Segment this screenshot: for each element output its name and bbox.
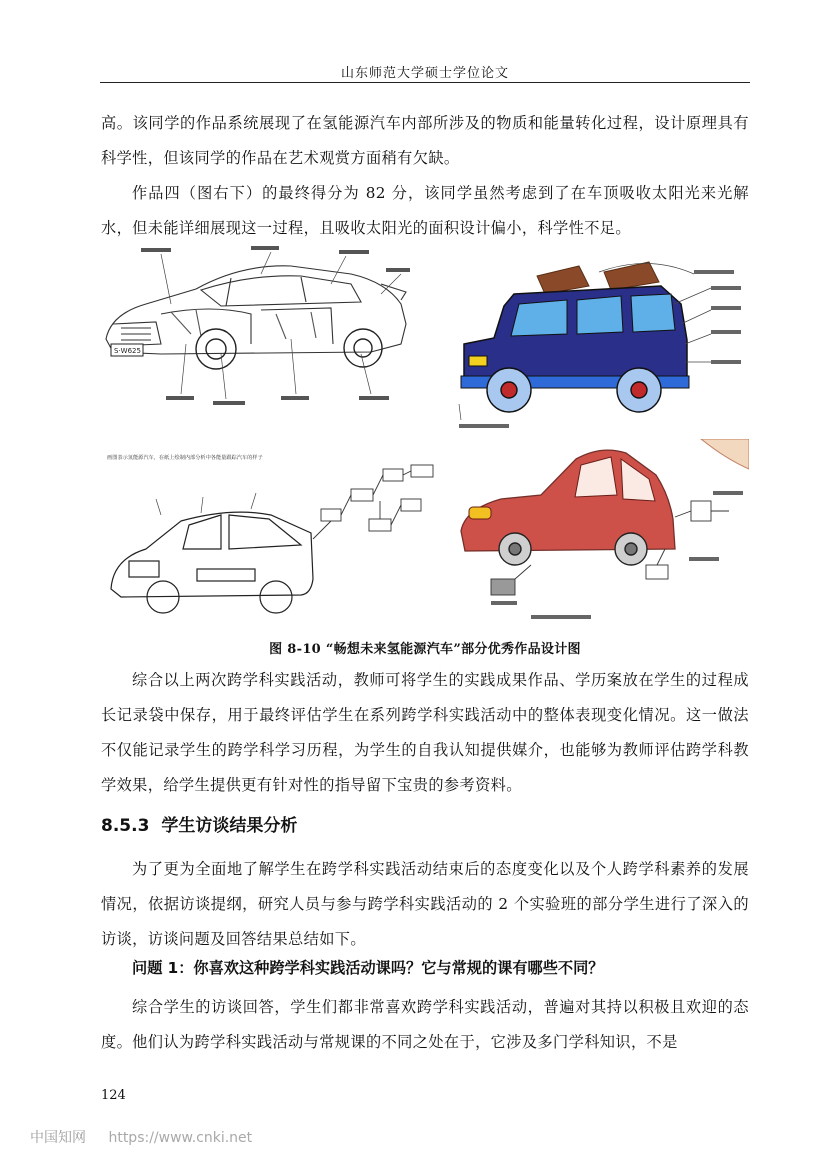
car-sketch-top-left <box>101 244 419 416</box>
paragraph-2: 作品四（图右下）的最终得分为 82 分，该同学虽然考虑到了在车顶吸收太阳光来光解水，但未能详细展现这一过程，且吸收太阳光的面积设计偏小，科学性不足。 <box>101 184 749 237</box>
paragraph-4: 为了更为全面地了解学生在跨学科实践活动结束后的态度变化以及个人跨学科素养的发展情况，依据访谈提纲，研究人员与参与跨学科实践活动的 2 个实验班的部分学生进行了深入的访谈，访谈问题及回答结果总结如下。 <box>101 860 749 948</box>
section-title: 学生访谈结果分析 <box>161 816 298 836</box>
car-drawing-top-right <box>449 244 749 434</box>
watermark-url: https://www.cnki.net <box>108 1130 253 1146</box>
car-diagram-bottom-left <box>101 449 441 627</box>
paragraph-1: 高。该同学的作品系统展现了在氢能源汽车内部所涉及的物质和能量转化过程，设计原理具有科学性，但该同学的作品在艺术观赏方面稍有欠缺。 <box>101 114 749 167</box>
car-drawing-bottom-right <box>451 439 749 627</box>
running-header: 山东师范大学硕士学位论文 <box>340 66 509 81</box>
section-number: 8.5.3 <box>101 816 150 836</box>
panel-heading-text: 画图表示氢能源汽车，在纸上绘制内部分析中各能量跟踪汽车的样子 <box>107 455 263 461</box>
paragraph-3: 综合以上两次跨学科实践活动，教师可将学生的实践成果作品、学历案放在学生的过程成长记录袋中保存，用于最终评估学生在系列跨学科实践活动中的整体表现变化情况。这一做法不仅能记录学生的跨学科学习历程，为学生的自我认知提供媒介，也能够为教师评估跨学科教学效果，给学生提供更有针对性的指导留下宝贵的参考资料。 <box>101 671 749 794</box>
pencil-sports-car-drawing <box>101 244 419 416</box>
red-car-drawing <box>451 439 749 627</box>
figure-8-10 <box>101 244 749 627</box>
watermark-brand: 中国知网 <box>30 1130 86 1146</box>
paragraph-5: 综合学生的访谈回答，学生们都非常喜欢跨学科实践活动，普遍对其持以积极且欢迎的态度。他们认为跨学科实践活动与常规课的不同之处在于，它涉及多门学科知识，不是 <box>101 998 749 1051</box>
section-heading <box>101 811 297 836</box>
interview-question-1: 问题 1：你喜欢这种跨学科实践活动课吗？它与常规的课有哪些不同？ <box>132 959 604 977</box>
cnki-watermark <box>30 1127 252 1147</box>
page-number: 124 <box>101 1088 126 1103</box>
outline-car-flow-drawing <box>101 449 441 627</box>
figure-caption: 图 8-10 “畅想未来氢能源汽车”部分优秀作品设计图 <box>269 642 581 657</box>
car-plate-text: S·W625 <box>114 347 141 355</box>
blue-car-drawing <box>449 244 749 434</box>
header-rule <box>100 82 750 83</box>
